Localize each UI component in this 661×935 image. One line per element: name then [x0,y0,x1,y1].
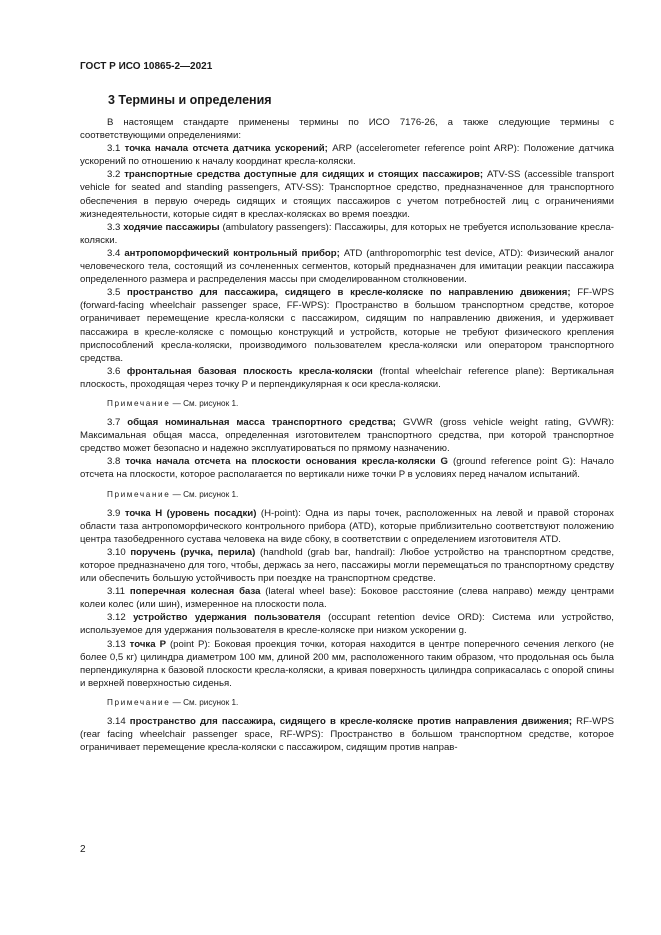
term-entry [80,546,614,585]
term-number: 3.12 [107,612,134,624]
term-note [80,488,614,501]
term-name: антропоморфический контрольный прибор; [124,247,340,259]
term-name: пространство для пассажира, сидящего в кресле-коляске против направления движения; [129,716,573,728]
note-text: — См. рисунок 1. [170,697,239,707]
term-name: точка начала отсчета датчика ускорений; [124,143,328,155]
term-number: 3.3 [107,221,124,233]
term-note [80,696,614,709]
note-text: — См. рисунок 1. [170,489,239,499]
term-number: 3.8 [107,456,126,468]
term-entry [80,507,614,546]
term-name: ходячие пассажиры [123,221,220,233]
term-definition: FF-WPS (forward-facing wheelchair passenger space, FF-WPS): Пространство в большом транспортном средстве, которое ограничивает перемещение кресла-коляски с пассажиром, сидящим по направлению движения, и удерживает пассажира в кресле-коляске с помощью конструкций и устройств, которые не требуют физического крепления приспособлений кресла-коляски, производимого пользователем кресла-коляски или оператором транспортного средства. [80,287,614,364]
term-entry [80,638,614,690]
term-entry [80,168,614,220]
term-name: точка начала отсчета на плоскости основания кресла-коляски G [125,456,449,468]
term-note [80,397,614,410]
term-number: 3.13 [107,638,130,650]
term-number: 3.10 [107,546,131,558]
term-name: транспортные средства доступные для сидящих и стоящих пассажиров; [124,169,484,181]
term-definition: (occupant retention device ORD): Система или устройство, используемое для удержания пользователя в кресле-коляске при низком ускорении g. [80,612,614,637]
term-number: 3.2 [107,169,125,181]
note-label: Примечание [107,398,171,408]
term-number: 3.14 [107,716,130,728]
term-name: фронтальная базовая плоскость кресла-коляски [126,365,373,377]
term-entry [80,416,614,455]
term-definition: (H-point): Одна из пары точек, расположенных на левой и правой сторонах области таза антропоморфического контрольного прибора (ATD), которые приблизительно соответствуют положению центра тазобедренного сустава человека на виде сбоку, в соответствии с определением изготовителя ATD. [80,507,614,545]
term-definition: (ground reference point G): Начало отсчета на плоскости, которое располагается по вертикали ниже точки P в условиях перед началом испытаний. [80,456,615,481]
page-number: 2 [80,844,86,855]
term-definition: ATV-SS (accessible transport vehicle for seated and standing passengers, ATV-SS): Транспортное средство, предназначенное для транспортного обеспечения в первую очередь сидящих и стоящих пассажиров с учетом потребностей лиц с ограничениями жизнедеятельности, которые сидят в креслах-колясках во время поездки. [80,169,614,220]
terms-list [80,142,614,754]
term-entry [80,611,614,637]
term-definition: (lateral wheel base): Боковое расстояние (слева направо) между центрами колеи колес (или шин), измеренное на плоскости пола. [80,586,615,611]
term-number: 3.7 [107,417,128,429]
term-entry [80,142,614,168]
term-number: 3.5 [107,287,128,299]
term-number: 3.4 [107,247,125,259]
term-name: точка H (уровень посадки) [124,507,257,519]
note-text: — См. рисунок 1. [170,398,239,408]
intro-paragraph: В настоящем стандарте применены термины по ИСО 7176-26, а также следующие термины с соответствующими определениями: [80,117,614,142]
term-number: 3.1 [107,143,125,155]
term-definition: (point P): Боковая проекция точки, которая находится в центре поперечного сечения легкого (не более 0,5 кг) цилиндра диаметром 100 мм, длиной 200 мм, расположенного таким образом, что продольная ось была перпендикулярна к базовой плоскости кресла-коляски, а кривая поверхность цилиндра соприкасалась с опорой спины и верхней поверхностью сиденья. [80,638,614,689]
term-name: точка P [129,638,166,650]
term-entry [80,221,614,247]
term-definition: ARP (accelerometer reference point ARP): Положение датчика ускорений по отношению к началу координат кресла-коляски. [80,143,614,168]
term-entry [80,585,614,611]
term-entry [80,286,614,365]
term-definition: GVWR (gross vehicle weight rating, GVWR): Максимальная общая масса, определенная изготовителем транспортного средства, при которой транспортное средство может безопасно и надежно эксплуатироваться по прямому назначению. [80,417,614,455]
term-entry [80,455,614,481]
term-name: поперечная колесная база [129,586,261,598]
section-title: 3 Термины и определения [108,93,272,107]
note-label: Примечание [107,489,171,499]
term-name: общая номинальная масса транспортного средства; [127,417,397,429]
term-definition: ATD (anthropomorphic test device, ATD): Физический аналог человеческого тела, состоящий из сочлененных сегментов, который предназначен для имитации реакции пассажира определенного размера и распределения массы при смоделированном столкновении. [80,247,614,286]
term-name: устройство удержания пользователя [133,612,321,624]
document-body [80,116,614,754]
term-name: пространство для пассажира, сидящего в кресле-коляске по направлению движения; [127,287,571,299]
term-name: поручень (ручка, перила) [130,546,256,558]
term-definition: (handhold (grab bar, handrail): Любое устройство на транспортном средстве, которое предназначено для того, чтобы, держась за него, пассажиры могли перемещаться по транспортному средству или обеспечить большую устойчивость при поездке на транспортном средстве. [80,546,614,585]
term-entry [80,365,614,391]
term-definition: RF-WPS (rear facing wheelchair passenger space, RF-WPS): Пространство в большом транспортном средстве, которое ограничивает перемещение кресла-коляски с пассажиром, сидящим против направ- [80,716,615,754]
term-number: 3.9 [107,507,125,519]
term-entry [80,247,614,286]
term-number: 3.6 [107,365,127,377]
term-number: 3.11 [107,586,130,598]
term-definition: (frontal wheelchair reference plane): Вертикальная плоскость, проходящая через точку P и перпендикулярная к оси кресла-коляски. [80,365,614,390]
term-definition: (ambulatory passengers): Пассажиры, для которых не требуется использование кресла-коляски. [80,221,614,246]
note-label: Примечание [107,697,171,707]
term-entry [80,715,614,754]
standard-header: ГОСТ Р ИСО 10865-2—2021 [80,61,213,72]
